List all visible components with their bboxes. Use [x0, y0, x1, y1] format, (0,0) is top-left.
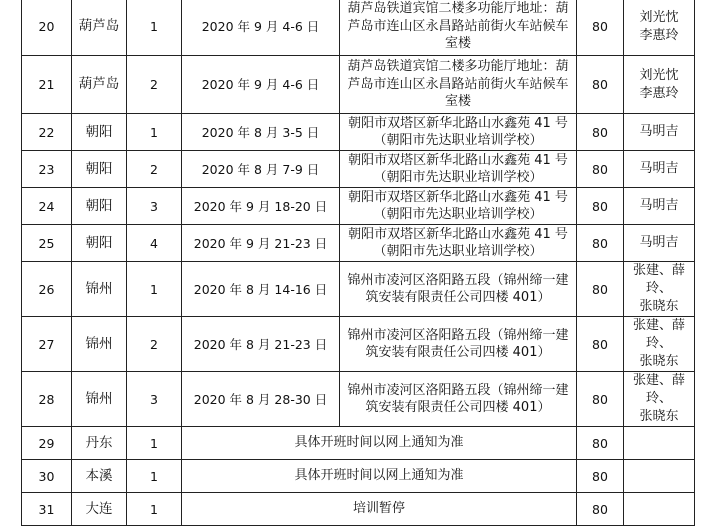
capacity-cell: 80 [577, 460, 624, 493]
city-cell: 朝阳 [72, 151, 127, 188]
table-row [22, 188, 695, 225]
location-cell: 锦州市凌河区洛阳路五段（锦州缔一建筑安装有限责任公司四楼 401） [340, 372, 577, 427]
table-row [22, 114, 695, 151]
term-cell: 4 [127, 225, 182, 262]
location-cell: 朝阳市双塔区新华北路山水鑫苑 41 号 （朝阳市先达职业培训学校） [340, 151, 577, 188]
teachers-cell: 马明吉 [624, 114, 695, 151]
table-row [22, 56, 695, 114]
date-cell: 2020 年 8 月 21-23 日 [182, 317, 340, 372]
row-number-cell: 26 [22, 262, 72, 317]
city-cell: 锦州 [72, 262, 127, 317]
capacity-cell: 80 [577, 114, 624, 151]
city-cell: 锦州 [72, 372, 127, 427]
date-cell: 2020 年 8 月 14-16 日 [182, 262, 340, 317]
table-row [22, 225, 695, 262]
teachers-cell [624, 493, 695, 526]
city-cell: 大连 [72, 493, 127, 526]
teachers-cell: 马明吉 [624, 151, 695, 188]
teachers-cell [624, 460, 695, 493]
row-number-cell: 24 [22, 188, 72, 225]
city-cell: 朝阳 [72, 188, 127, 225]
capacity-cell: 80 [577, 188, 624, 225]
city-cell: 丹东 [72, 427, 127, 460]
table-row [22, 262, 695, 317]
capacity-cell: 80 [577, 493, 624, 526]
table-row [22, 0, 695, 56]
teachers-cell: 马明吉 [624, 188, 695, 225]
note-cell: 具体开班时间以网上通知为准 [182, 427, 577, 460]
table-row [22, 151, 695, 188]
teachers-cell: 张建、薛玲、 张晓东 [624, 317, 695, 372]
table-row [22, 427, 695, 460]
training-schedule-table [21, 0, 695, 526]
date-cell: 2020 年 9 月 18-20 日 [182, 188, 340, 225]
row-number-cell: 21 [22, 56, 72, 114]
capacity-cell: 80 [577, 0, 624, 56]
note-cell: 具体开班时间以网上通知为准 [182, 460, 577, 493]
capacity-cell: 80 [577, 427, 624, 460]
row-number-cell: 27 [22, 317, 72, 372]
location-cell: 朝阳市双塔区新华北路山水鑫苑 41 号 （朝阳市先达职业培训学校） [340, 225, 577, 262]
location-cell: 葫芦岛铁道宾馆二楼多功能厅地址：葫芦岛市连山区永昌路站前街火车站候车室楼 [340, 56, 577, 114]
row-number-cell: 23 [22, 151, 72, 188]
location-cell: 朝阳市双塔区新华北路山水鑫苑 41 号 （朝阳市先达职业培训学校） [340, 188, 577, 225]
location-cell: 葫芦岛铁道宾馆二楼多功能厅地址：葫芦岛市连山区永昌路站前街火车站候车室楼 [340, 0, 577, 56]
term-cell: 2 [127, 317, 182, 372]
term-cell: 1 [127, 493, 182, 526]
row-number-cell: 20 [22, 0, 72, 56]
note-cell: 培训暂停 [182, 493, 577, 526]
city-cell: 朝阳 [72, 225, 127, 262]
capacity-cell: 80 [577, 372, 624, 427]
table-row [22, 460, 695, 493]
row-number-cell: 22 [22, 114, 72, 151]
table-row [22, 493, 695, 526]
capacity-cell: 80 [577, 225, 624, 262]
teachers-cell: 刘光忱 李惠玲 [624, 56, 695, 114]
term-cell: 1 [127, 460, 182, 493]
city-cell: 本溪 [72, 460, 127, 493]
term-cell: 1 [127, 114, 182, 151]
date-cell: 2020 年 9 月 4-6 日 [182, 56, 340, 114]
location-cell: 锦州市凌河区洛阳路五段（锦州缔一建筑安装有限责任公司四楼 401） [340, 262, 577, 317]
teachers-cell: 张建、薛玲、 张晓东 [624, 262, 695, 317]
teachers-cell: 张建、薛玲、 张晓东 [624, 372, 695, 427]
date-cell: 2020 年 9 月 21-23 日 [182, 225, 340, 262]
row-number-cell: 25 [22, 225, 72, 262]
city-cell: 锦州 [72, 317, 127, 372]
teachers-cell [624, 427, 695, 460]
row-number-cell: 31 [22, 493, 72, 526]
term-cell: 3 [127, 372, 182, 427]
location-cell: 朝阳市双塔区新华北路山水鑫苑 41 号 （朝阳市先达职业培训学校） [340, 114, 577, 151]
city-cell: 葫芦岛 [72, 56, 127, 114]
city-cell: 朝阳 [72, 114, 127, 151]
capacity-cell: 80 [577, 151, 624, 188]
row-number-cell: 28 [22, 372, 72, 427]
capacity-cell: 80 [577, 262, 624, 317]
teachers-cell: 刘光忱 李惠玲 [624, 0, 695, 56]
term-cell: 1 [127, 427, 182, 460]
row-number-cell: 29 [22, 427, 72, 460]
term-cell: 2 [127, 56, 182, 114]
table-body [22, 0, 695, 526]
table-row [22, 372, 695, 427]
term-cell: 2 [127, 151, 182, 188]
location-cell: 锦州市凌河区洛阳路五段（锦州缔一建筑安装有限责任公司四楼 401） [340, 317, 577, 372]
date-cell: 2020 年 8 月 28-30 日 [182, 372, 340, 427]
date-cell: 2020 年 8 月 7-9 日 [182, 151, 340, 188]
term-cell: 1 [127, 0, 182, 56]
date-cell: 2020 年 9 月 4-6 日 [182, 0, 340, 56]
table-row [22, 317, 695, 372]
teachers-cell: 马明吉 [624, 225, 695, 262]
date-cell: 2020 年 8 月 3-5 日 [182, 114, 340, 151]
row-number-cell: 30 [22, 460, 72, 493]
city-cell: 葫芦岛 [72, 0, 127, 56]
capacity-cell: 80 [577, 317, 624, 372]
term-cell: 3 [127, 188, 182, 225]
term-cell: 1 [127, 262, 182, 317]
capacity-cell: 80 [577, 56, 624, 114]
